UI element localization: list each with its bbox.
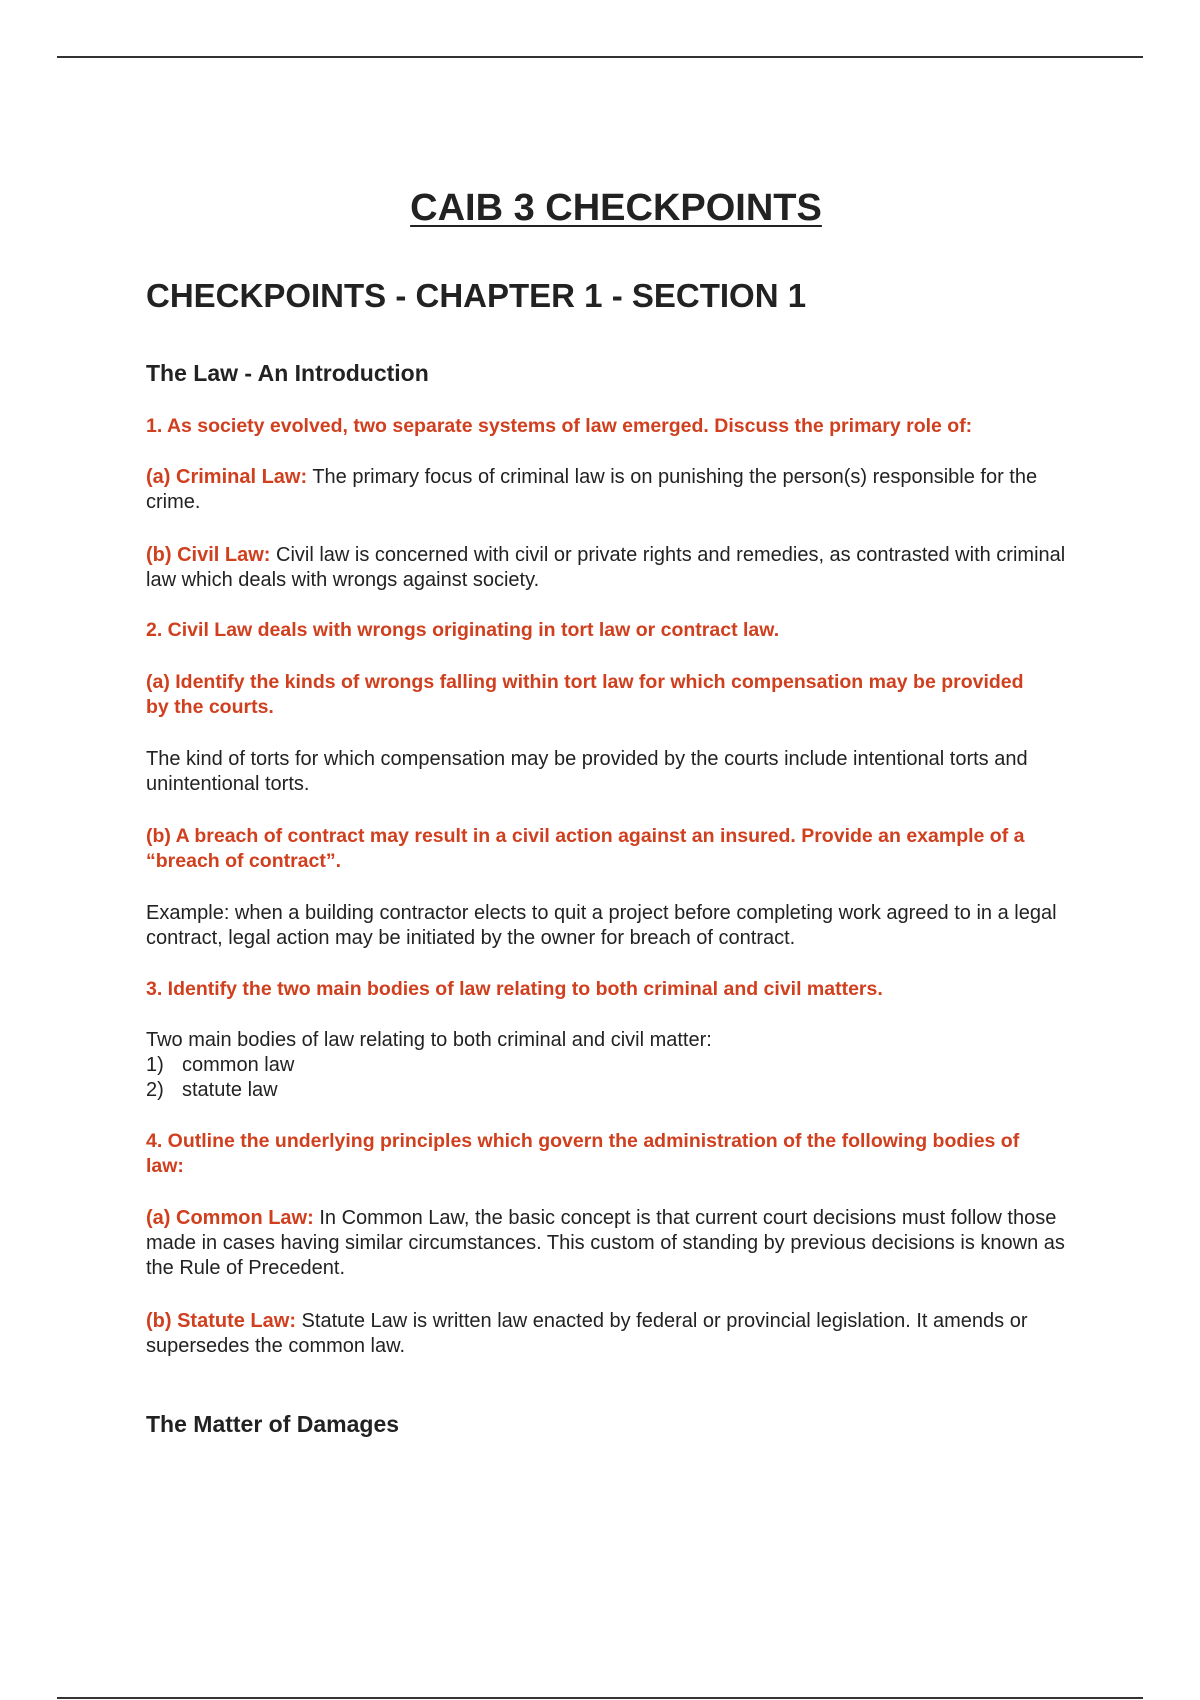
section-heading-intro: The Law - An Introduction (146, 360, 429, 386)
document-title: CAIB 3 CHECKPOINTS (410, 187, 822, 229)
answer-4a-label: (a) Common Law: (146, 1207, 314, 1229)
answer-1b (146, 543, 1081, 593)
answer-1b-text: Civil law is concerned with civil or private rights and remedies, as contrasted with criminal law which deals with wrongs against society. (146, 544, 1066, 591)
chapter-heading: CHECKPOINTS - CHAPTER 1 - SECTION 1 (146, 277, 807, 314)
question-1: 1. As society evolved, two separate systems of law emerged. Discuss the primary role of: (146, 415, 973, 437)
answer-2b: Example: when a building contractor elects to quit a project before completing work agreed to in a legal contract, legal action may be initiated by the owner for breach of contract. (146, 902, 1057, 949)
answer-4a-text: In Common Law, the basic concept is that current court decisions must follow those made in cases having similar circumstances. This custom of standing by previous decisions is known as the Rule of Precedent. (146, 1207, 1065, 1279)
list-item-text: common law (182, 1054, 295, 1076)
answer-1a-text: The primary focus of criminal law is on punishing the person(s) responsible for the crime. (146, 466, 1038, 513)
question-2: 2. Civil Law deals with wrongs originating in tort law or contract law. (146, 619, 780, 641)
bottom-rule (57, 1697, 1143, 1699)
section-heading-damages: The Matter of Damages (146, 1411, 400, 1437)
answer-1b-label: (b) Civil Law: (146, 544, 271, 566)
answer-1a-label: (a) Criminal Law: (146, 466, 308, 488)
question-2a: (a) Identify the kinds of wrongs falling within tort law for which compensation may be provided by the courts. (146, 671, 1024, 718)
answer-4b-text: Statute Law is written law enacted by federal or provincial legislation. It amends or supersedes the common law. (146, 1310, 1028, 1357)
answer-1a (146, 465, 1076, 515)
list-item-number: 1) (146, 1054, 164, 1076)
question-3: 3. Identify the two main bodies of law relating to both criminal and civil matters. (146, 978, 883, 1000)
list-item (146, 1078, 278, 1103)
answer-4b (146, 1309, 1046, 1359)
answer-2a: The kind of torts for which compensation may be provided by the courts include intentional torts and unintentional torts. (146, 748, 1028, 795)
list-item-number: 2) (146, 1079, 164, 1101)
question-2b: (b) A breach of contract may result in a civil action against an insured. Provide an example of a “breach of contract”. (146, 825, 1025, 872)
question-4: 4. Outline the underlying principles which govern the administration of the following bodies of law: (146, 1130, 1020, 1177)
answer-4a (146, 1206, 1076, 1281)
top-rule (57, 56, 1143, 58)
answer-3-intro: Two main bodies of law relating to both criminal and civil matter: (146, 1029, 712, 1051)
list-item (146, 1053, 294, 1078)
answer-4b-label: (b) Statute Law: (146, 1310, 296, 1332)
list-item-text: statute law (182, 1079, 278, 1101)
